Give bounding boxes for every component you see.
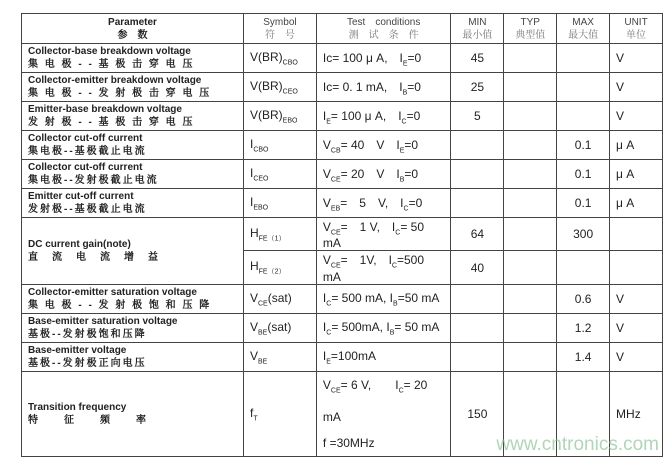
param-cell: Collector cut-off current 集电极--基极截止电流 <box>22 131 244 160</box>
col-typ: TYP 典型值 <box>504 14 557 44</box>
max-cell <box>557 251 610 284</box>
col-symbol: Symbol 符 号 <box>243 14 316 44</box>
unit-cell: μ A <box>610 189 663 218</box>
param-cell: Collector-base breakdown voltage 集 电 极 - - 基 极 击 穿 电 压 <box>22 44 244 73</box>
table-row <box>22 44 663 73</box>
unit-cell: V <box>610 102 663 131</box>
unit-cell: V <box>610 284 663 313</box>
min-cell: 25 <box>451 73 504 102</box>
max-cell: 1.4 <box>557 342 610 371</box>
header-row <box>22 14 663 44</box>
col-test: Test conditions 测 试 条 件 <box>316 14 451 44</box>
symbol-cell: $V_{CE}(sat)$ <box>243 284 316 313</box>
param-cell: Base-emitter saturation voltage 基极--发射极饱和压降 <box>22 313 244 342</box>
min-cell: 64 <box>451 218 504 251</box>
symbol-cell: $H_{FE(1)}$ <box>243 218 316 251</box>
unit-cell <box>610 218 663 251</box>
min-cell <box>451 131 504 160</box>
param-cell: Collector-emitter breakdown voltage 集 电 极 - - 发 射 极 击 穿 电 压 <box>22 73 244 102</box>
table-row <box>22 313 663 342</box>
electrical-characteristics-table <box>21 13 663 457</box>
condition-cell: Ic= 100 μ A, $I_E=0$ <box>316 44 451 73</box>
col-min: MIN 最小值 <box>451 14 504 44</box>
max-cell <box>557 44 610 73</box>
unit-cell <box>610 251 663 284</box>
typ-cell <box>504 131 557 160</box>
col-unit: UNIT 单位 <box>610 14 663 44</box>
typ-cell <box>504 189 557 218</box>
typ-cell <box>504 160 557 189</box>
typ-cell <box>504 102 557 131</box>
min-cell: 150 <box>451 371 504 456</box>
max-cell: 0.1 <box>557 131 610 160</box>
unit-cell: μ A <box>610 160 663 189</box>
condition-cell: $I_E= 100$ μ A, $I_C=0$ <box>316 102 451 131</box>
min-cell <box>451 160 504 189</box>
condition-cell: $V_{CE}=$ 1V, $I_C=500$ mA <box>316 251 451 284</box>
symbol-cell: $I_{CEO}$ <box>243 160 316 189</box>
table-row <box>22 102 663 131</box>
typ-cell <box>504 284 557 313</box>
min-cell <box>451 342 504 371</box>
max-cell <box>557 73 610 102</box>
condition-cell: $I_C= 500mA$, $I_B= 50$ mA <box>316 313 451 342</box>
min-cell <box>451 189 504 218</box>
min-cell <box>451 313 504 342</box>
col-parameter: Parameter 参 数 <box>22 14 244 44</box>
condition-cell: Ic= 0. 1 mA, $I_B=0$ <box>316 73 451 102</box>
unit-cell: μ A <box>610 131 663 160</box>
max-cell: 0.1 <box>557 189 610 218</box>
min-cell: 40 <box>451 251 504 284</box>
symbol-cell: $I_{EBO}$ <box>243 189 316 218</box>
typ-cell <box>504 342 557 371</box>
min-cell <box>451 284 504 313</box>
watermark: www.cntronics.com <box>496 434 659 455</box>
max-cell: 0.6 <box>557 284 610 313</box>
param-cell: Emitter-base breakdown voltage 发 射 极 - - 基 极 击 穿 电 压 <box>22 102 244 131</box>
table-row-dc-gain-1 <box>22 218 663 251</box>
unit-cell: MHz <box>610 371 663 456</box>
max-cell: 300 <box>557 218 610 251</box>
symbol-cell: $V_{BE}$ <box>243 342 316 371</box>
symbol-cell: $V(BR)_{EBO}$ <box>243 102 316 131</box>
condition-cell: $V_{CB}= 40$ V $I_E=0$ <box>316 131 451 160</box>
unit-cell: V <box>610 342 663 371</box>
table-row <box>22 160 663 189</box>
param-cell: Collector cut-off current 集电极--发射极截止电流 <box>22 160 244 189</box>
symbol-cell: $I_{CBO}$ <box>243 131 316 160</box>
col-max: MAX 最大值 <box>557 14 610 44</box>
symbol-cell: $f_T$ <box>243 371 316 456</box>
condition-cell: $V_{CE}=$ 1 V, $I_C= 50$ mA <box>316 218 451 251</box>
max-cell: 0.1 <box>557 160 610 189</box>
max-cell <box>557 102 610 131</box>
min-cell: 45 <box>451 44 504 73</box>
typ-cell <box>504 218 557 251</box>
table-row <box>22 284 663 313</box>
typ-cell <box>504 44 557 73</box>
unit-cell: V <box>610 44 663 73</box>
param-cell: Transition frequency 特 征 频 率 <box>22 371 244 456</box>
param-cell: DC current gain(note) 直 流 电 流 增 益 <box>22 218 244 285</box>
condition-cell: $V_{CE}= 6$ V, $I_C= 20$ mA f =30MHz <box>316 371 451 456</box>
table-row <box>22 73 663 102</box>
symbol-cell: $V(BR)_{CEO}$ <box>243 73 316 102</box>
unit-cell: V <box>610 313 663 342</box>
condition-cell: $V_{CE}= 20$ V $I_B=0$ <box>316 160 451 189</box>
max-cell: 1.2 <box>557 313 610 342</box>
table-row <box>22 189 663 218</box>
symbol-cell: $H_{FE(2)}$ <box>243 251 316 284</box>
unit-cell: V <box>610 73 663 102</box>
symbol-cell: $V_{BE}(sat)$ <box>243 313 316 342</box>
condition-cell: $I_E=100mA$ <box>316 342 451 371</box>
typ-cell <box>504 73 557 102</box>
min-cell: 5 <box>451 102 504 131</box>
param-cell: Emitter cut-off current 发射极--基极截止电流 <box>22 189 244 218</box>
condition-cell: $I_C= 500$ mA, $I_B=50$ mA <box>316 284 451 313</box>
typ-cell <box>504 313 557 342</box>
condition-cell: $V_{EB}=$ 5 V, $I_C=0$ <box>316 189 451 218</box>
param-cell: Base-emitter voltage 基极--发射极正向电压 <box>22 342 244 371</box>
symbol-cell: $V(BR)_{CBO}$ <box>243 44 316 73</box>
typ-cell <box>504 251 557 284</box>
param-cell: Collector-emitter saturation voltage 集 电 极 - - 发 射 极 饱 和 压 降 <box>22 284 244 313</box>
table-row <box>22 131 663 160</box>
table-row <box>22 342 663 371</box>
